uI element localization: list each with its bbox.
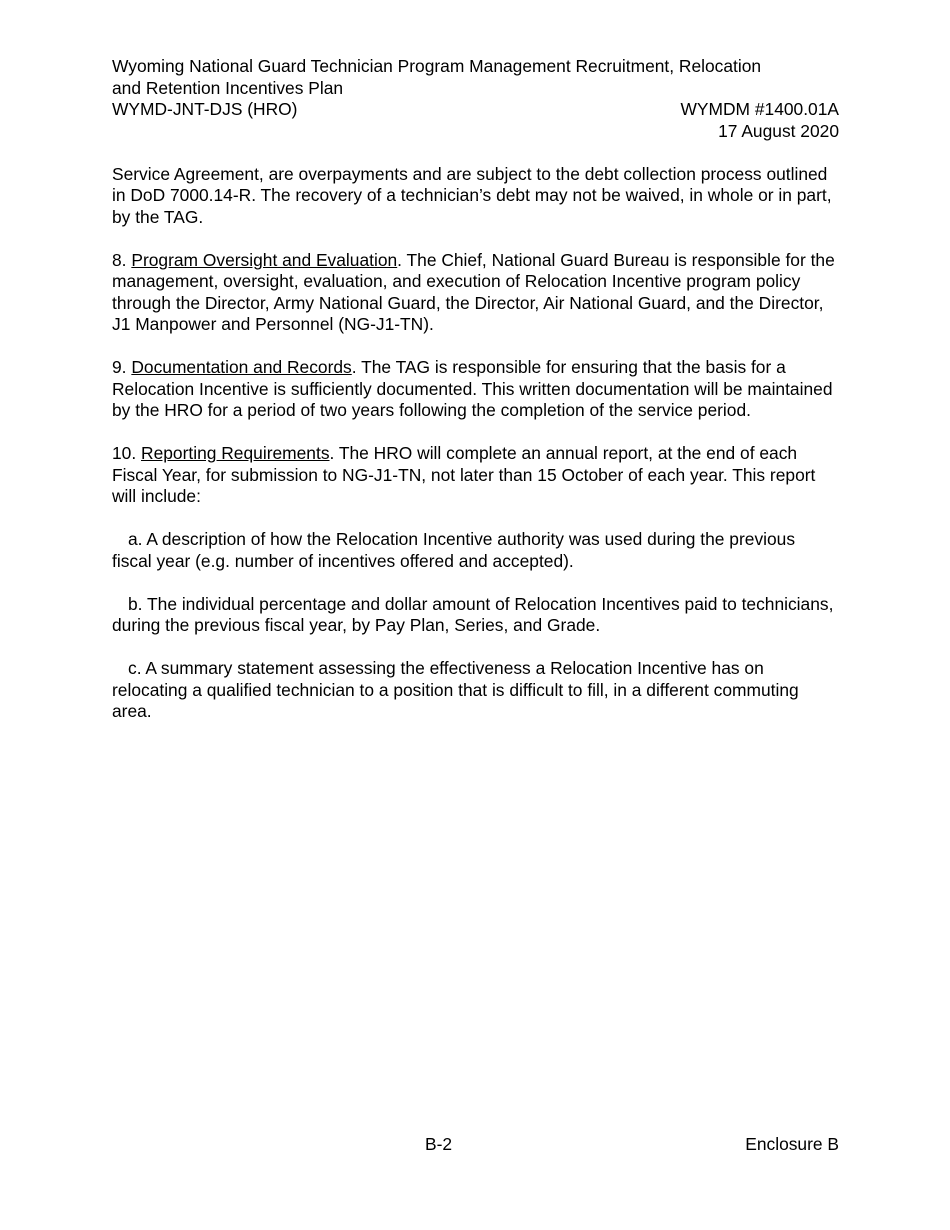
header-title-line-2: and Retention Incentives Plan — [112, 77, 344, 98]
paragraph-8-number: 8. — [112, 249, 132, 270]
document-body — [112, 164, 839, 723]
document-footer — [112, 1134, 839, 1156]
subparagraph-c — [112, 658, 839, 723]
paragraph-10 — [112, 443, 839, 508]
paragraph-continuation: Service Agreement, are overpayments and are subject to the debt collection process outlined in DoD 7000.14-R. The recovery of a technician’s debt may not be waived, in whole or in part, by the TAG. — [112, 163, 832, 227]
paragraph-10-text: . The HRO will complete an annual report, at the end of each Fiscal Year, for submission to NG-J1-TN, not later than 15 October of each year. This report will include: — [112, 443, 816, 506]
subparagraph-a — [112, 529, 839, 572]
header-doc-number: WYMDM #1400.01A — [680, 99, 839, 119]
subparagraph-b — [112, 594, 839, 637]
paragraph-9-text: . The TAG is responsible for ensuring that the basis for a Relocation Incentive is sufficiently documented. This written documentation will be maintained by the HRO for a period of two years following the completion of the service period. — [112, 357, 833, 420]
header-office-row — [112, 99, 839, 121]
footer-page-number: B-2 — [425, 1134, 453, 1154]
subparagraph-b-text: b. The individual percentage and dollar amount of Relocation Incentives paid to technicians, during the previous fiscal year, by Pay Plan, Series, and Grade. — [112, 593, 834, 635]
paragraph-10-number: 10. — [112, 443, 142, 463]
subparagraph-c-text: c. A summary statement assessing the effectiveness a Relocation Incentive has on relocating a qualified technician to a position that is difficult to fill, in a different commuting area. — [112, 658, 799, 721]
paragraph-10-heading: Reporting Requirements — [141, 443, 330, 463]
document-page — [112, 56, 839, 744]
paragraph-8-heading: Program Oversight and Evaluation — [131, 249, 398, 270]
document-header — [112, 56, 839, 142]
footer-enclosure: Enclosure B — [745, 1134, 839, 1154]
header-office: WYMD-JNT-DJS (HRO) — [112, 99, 298, 119]
subparagraph-a-text: a. A description of how the Relocation Incentive authority was used during the previous fiscal year (e.g. number of incentives offered and accepted). — [112, 529, 796, 571]
header-title-line-1: Wyoming National Guard Technician Program Management Recruitment, Relocation — [112, 56, 762, 76]
header-date: 17 August 2020 — [718, 120, 839, 141]
paragraph-9-heading: Documentation and Records — [131, 357, 352, 377]
paragraph-9 — [112, 357, 839, 422]
paragraph-8-text: . The Chief, National Guard Bureau is responsible for the management, oversight, evaluation, and execution of Relocation Incentive program policy through the Director, Army National Guard, the Director, Air National Guard, and the Director, J1 Manpower and Personnel (NG-J1-TN). — [112, 249, 835, 334]
paragraph-9-number: 9. — [112, 357, 132, 377]
paragraph-8 — [112, 250, 839, 336]
